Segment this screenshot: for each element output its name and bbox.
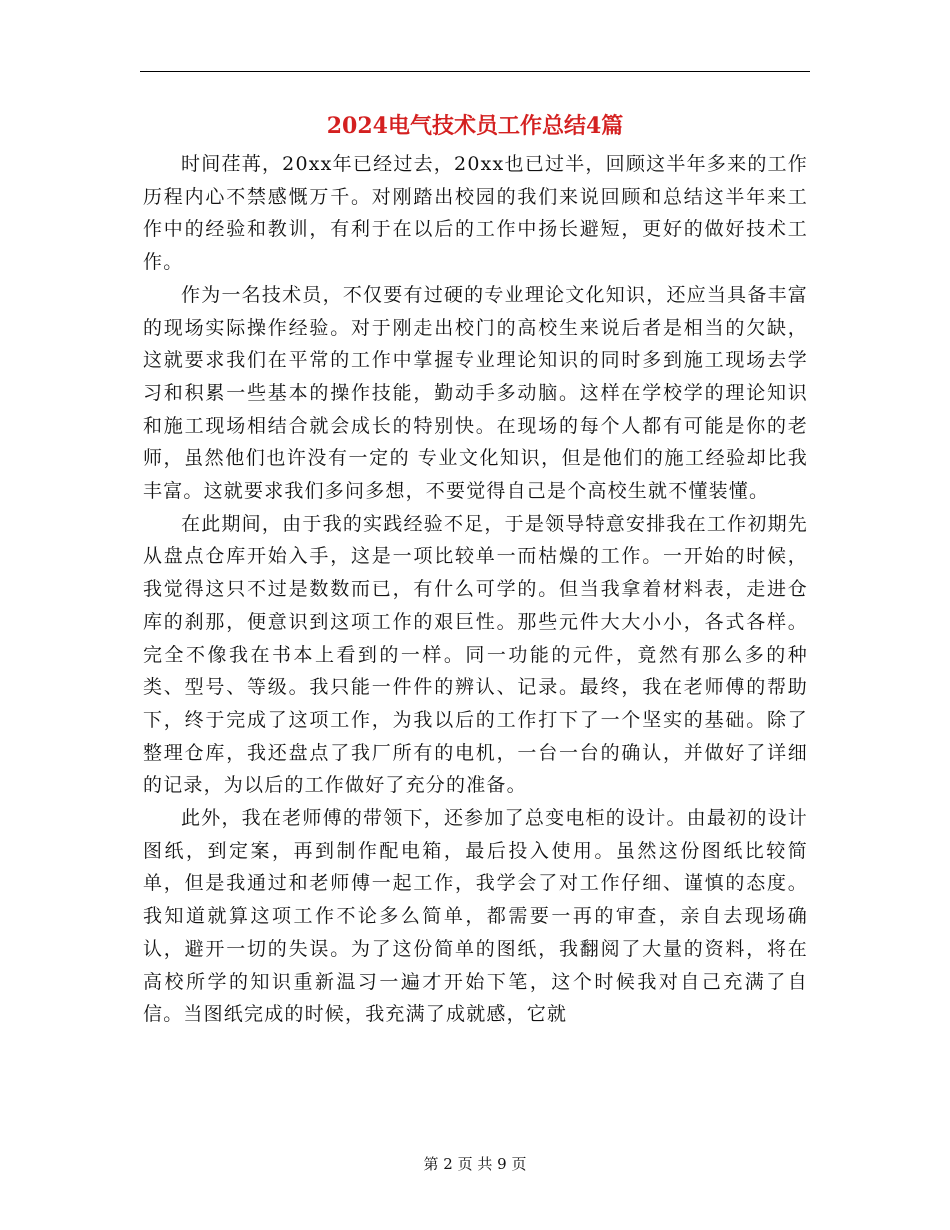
document-body bbox=[143, 148, 808, 1031]
paragraph-2: 作为一名技术员，不仅要有过硬的专业理论文化知识，还应当具备丰富的现场实际操作经验。对于刚走出校门的高校生来说后者是相当的欠缺，这就要求我们在平常的工作中掌握专业理论知识的同时多到施工现场去学习和积累一些基本的操作技能，勤动手多动脑。这样在学校学的理论知识和施工现场相结合就会成长的特别快。在现场的每个人都有可能是你的老师，虽然他们也许没有一定的 专业文化知识，但是他们的施工经验却比我丰富。这就要求我们多问多想，不要觉得自己是个高校生就不懂装懂。 bbox=[143, 283, 808, 503]
paragraph-1: 时间荏苒，20xx年已经过去，20xx也已过半，回顾这半年多来的工作历程内心不禁感慨万千。对刚踏出校园的我们来说回顾和总结这半年来工作中的经验和教训，有利于在以后的工作中扬长避短，更好的做好技术工作。 bbox=[143, 153, 808, 274]
page-number: 第 2 页 共 9 页 bbox=[423, 1155, 527, 1173]
page-footer bbox=[0, 1153, 950, 1174]
header-rule bbox=[140, 71, 810, 72]
paragraph-3: 在此期间，由于我的实践经验不足，于是领导特意安排我在工作初期先从盘点仓库开始入手，这是一项比较单一而枯燥的工作。一开始的时候，我觉得这只不过是数数而已，有什么可学的。但当我拿着材料表，走进仓库的刹那，便意识到这项工作的艰巨性。那些元件大大小小，各式各样。完全不像我在书本上看到的一样。同一功能的元件，竟然有那么多的种类、型号、等级。我只能一件件的辨认、记录。最终，我在老师傅的帮助下，终于完成了这项工作，为我以后的工作打下了一个坚实的基础。除了整理仓库，我还盘点了我厂所有的电机，一台一台的确认，并做好了详细的记录，为以后的工作做好了充分的准备。 bbox=[143, 512, 808, 797]
document-title: 2024电气技术员工作总结4篇 bbox=[326, 113, 624, 139]
paragraph-4: 此外，我在老师傅的带领下，还参加了总变电柜的设计。由最初的设计图纸，到定案，再到制作配电箱，最后投入使用。虽然这份图纸比较简单，但是我通过和老师傅一起工作，我学会了对工作仔细、谨慎的态度。我知道就算这项工作不论多么简单，都需要一再的审查，亲自去现场确认，避开一切的失误。为了这份简单的图纸，我翻阅了大量的资料，将在高校所学的知识重新温习一遍才开始下笔，这个时候我对自己充满了自信。当图纸完成的时候，我充满了成就感，它就 bbox=[143, 807, 808, 1026]
